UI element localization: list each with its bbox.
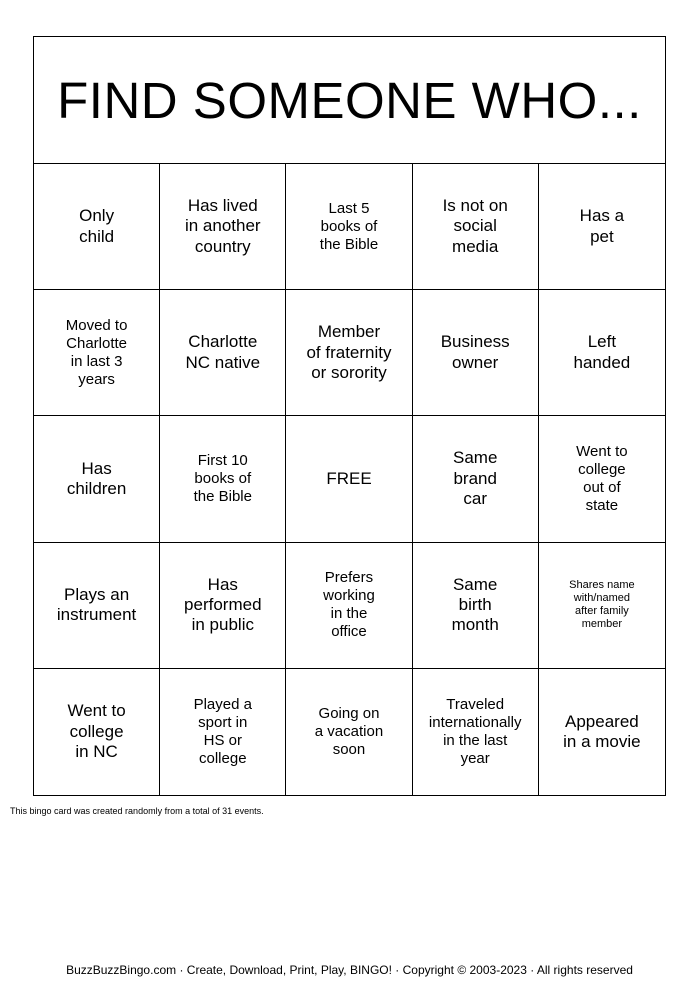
bingo-cell (286, 164, 412, 290)
bingo-cell (413, 543, 539, 669)
bingo-cell (160, 164, 286, 290)
bingo-cell (286, 290, 412, 416)
bingo-cell (539, 416, 665, 542)
bingo-cell (539, 164, 665, 290)
free-space-text: FREE (326, 468, 372, 488)
bingo-cell (160, 416, 286, 542)
bingo-grid (34, 164, 665, 795)
bingo-cell (539, 543, 665, 669)
bingo-cell (34, 164, 160, 290)
cell-text: Last 5 books of the Bible (319, 199, 379, 253)
bingo-cell (286, 669, 412, 795)
bingo-cell (539, 290, 665, 416)
cell-text: First 10 books of the Bible (193, 451, 252, 505)
bingo-cell (539, 669, 665, 795)
cell-text: Member of fraternity or sorority (306, 322, 392, 382)
cell-text: Has a pet (579, 206, 625, 246)
site-footer: BuzzBuzzBingo.com · Create, Download, Print, Play, BINGO! · Copyright © 2003-2023 · All rights reserved (66, 963, 633, 977)
bingo-cell (34, 290, 160, 416)
bingo-cell (413, 669, 539, 795)
cell-text: Moved to Charlotte in last 3 years (65, 316, 128, 388)
cell-text: Is not on social media (442, 196, 508, 256)
cell-text: Charlotte NC native (185, 332, 261, 372)
cell-text: Going on a vacation soon (314, 704, 384, 758)
bingo-cell (413, 164, 539, 290)
bingo-cell (34, 416, 160, 542)
cell-text: Appeared in a movie (563, 711, 641, 751)
bingo-cell (34, 669, 160, 795)
bingo-cell (160, 290, 286, 416)
cell-text: Only child (79, 206, 115, 246)
bingo-cell (413, 290, 539, 416)
card-title: FIND SOMEONE WHO... (34, 37, 665, 164)
card-footnote: This bingo card was created randomly from a total of 31 events. (10, 806, 264, 816)
cell-text: Same brand car (452, 448, 498, 509)
cell-text: Has children (66, 458, 127, 498)
cell-text: Left handed (573, 332, 631, 372)
cell-text: Has lived in another country (184, 196, 261, 256)
cell-text: Played a sport in HS or college (193, 695, 252, 767)
cell-text: Went to college out of state (576, 442, 628, 514)
cell-text: Traveled internationally in the last year (428, 695, 522, 767)
bingo-cell (160, 543, 286, 669)
bingo-card (33, 36, 666, 796)
bingo-cell (34, 543, 160, 669)
bingo-cell (160, 669, 286, 795)
bingo-cell (413, 416, 539, 542)
cell-text: Has performed in public (184, 574, 262, 635)
cell-text: Plays an instrument (56, 584, 137, 625)
bingo-cell (286, 543, 412, 669)
cell-text: Shares name with/named after family member (569, 578, 635, 631)
cell-text: Prefers working in the office (323, 569, 375, 641)
cell-text: Went to college in NC (67, 701, 126, 762)
free-space-cell (286, 416, 412, 542)
cell-text: Business owner (440, 332, 510, 372)
cell-text: Same birth month (451, 574, 499, 635)
